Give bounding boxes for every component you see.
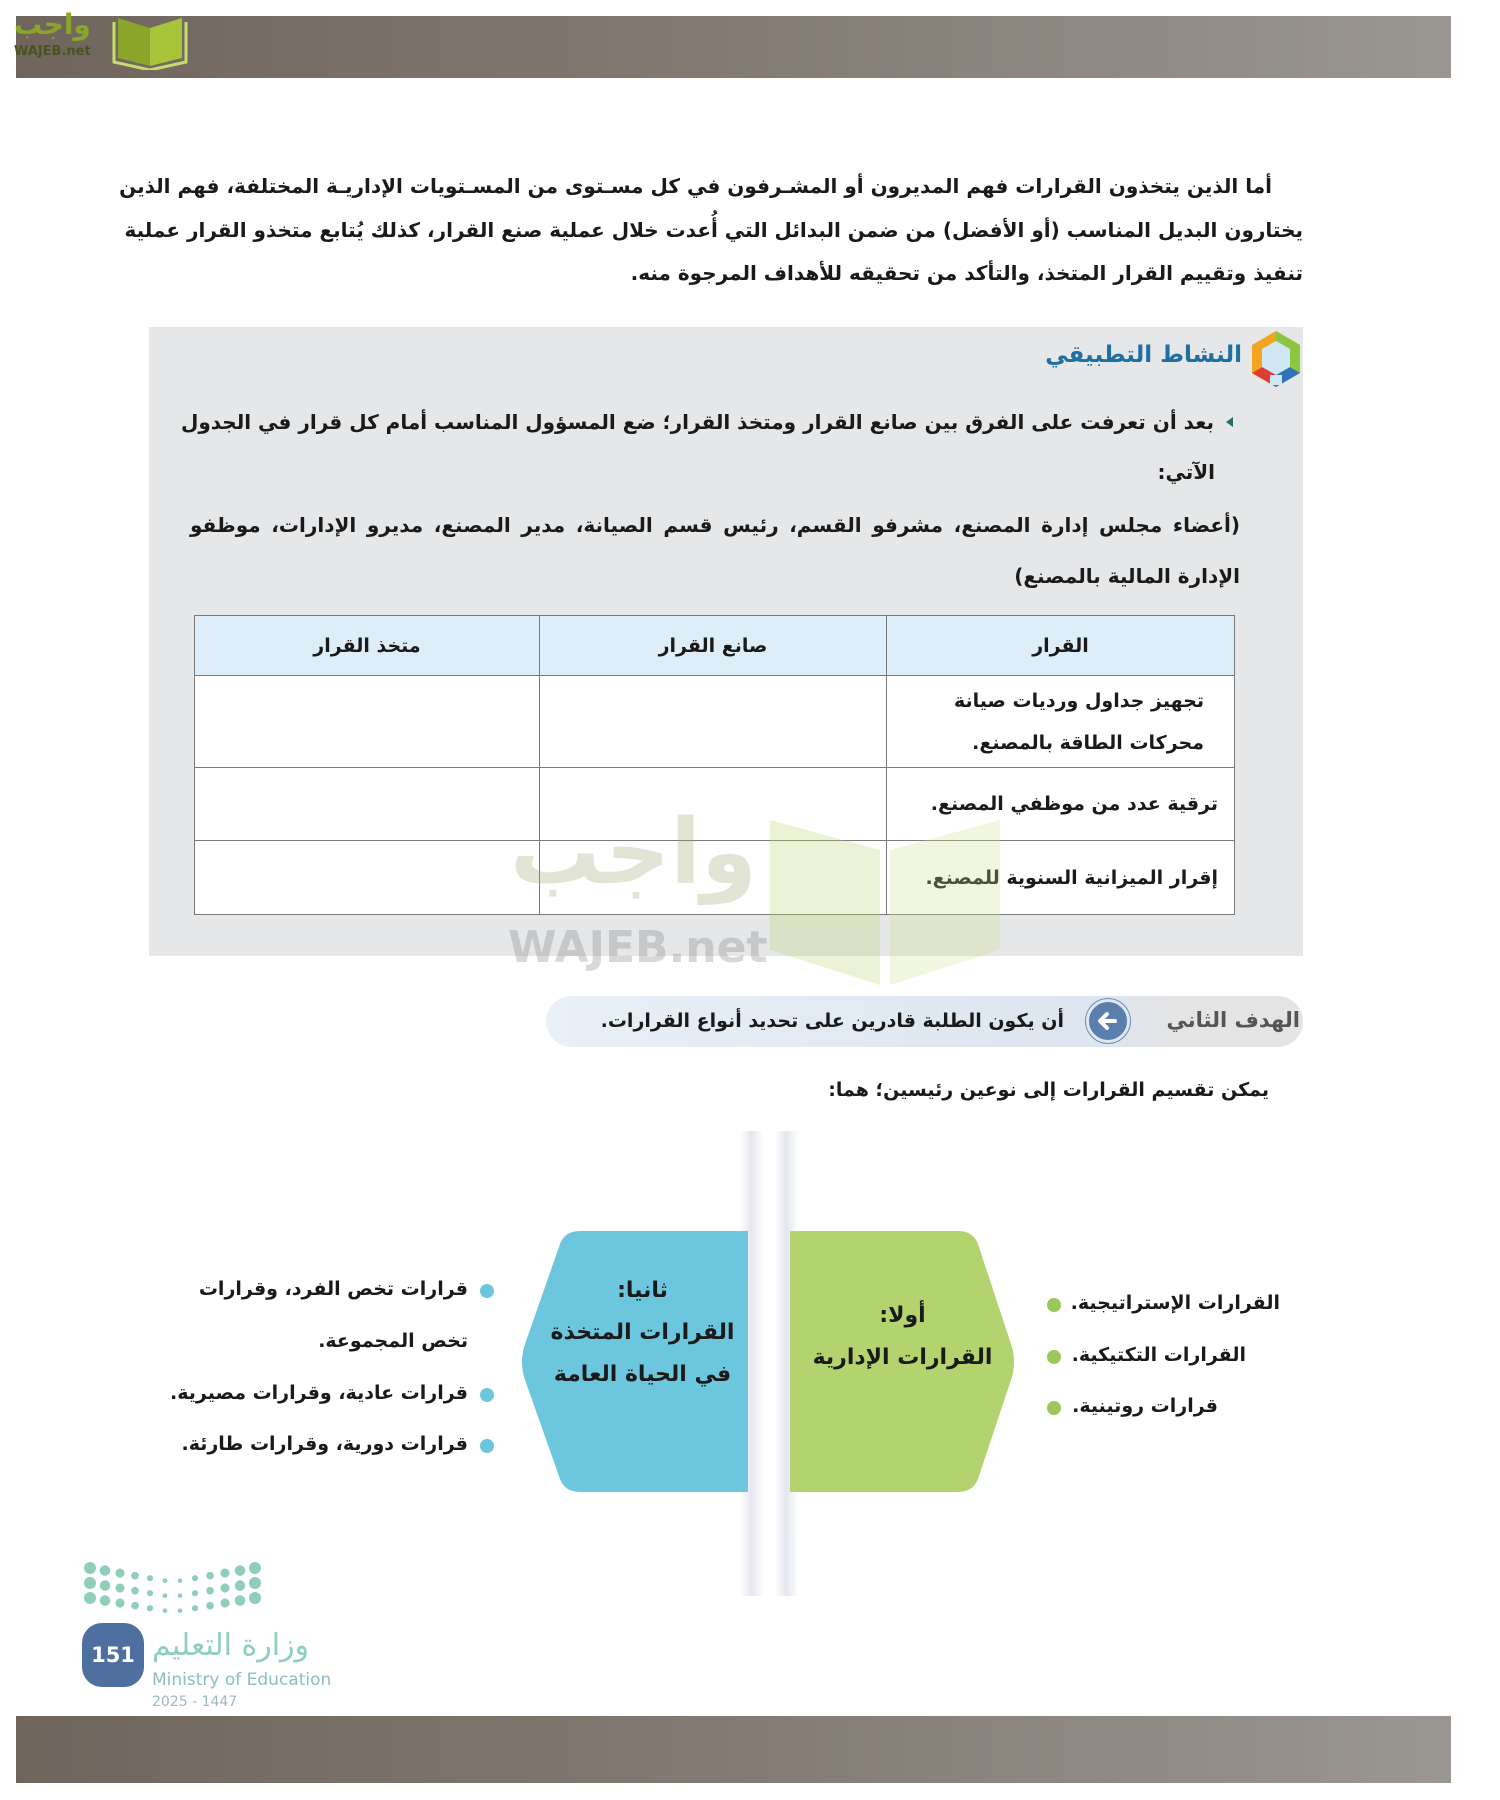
logo-dot xyxy=(206,1602,214,1610)
bullet-icon xyxy=(480,1284,494,1298)
decision-table xyxy=(194,615,1235,915)
watermark-sub: WAJEB.net xyxy=(508,922,768,973)
logo-dot xyxy=(235,1595,246,1606)
maker-cell[interactable] xyxy=(540,676,887,768)
logo-dot xyxy=(147,1605,153,1611)
logo-dot xyxy=(163,1593,168,1598)
col-header-decision: القرار xyxy=(887,616,1235,676)
logo-dot xyxy=(220,1584,229,1593)
taker-cell[interactable] xyxy=(195,676,540,768)
watermark-text: واجب xyxy=(510,800,757,905)
taker-cell[interactable] xyxy=(195,768,540,841)
logo-dot xyxy=(249,1562,261,1574)
second-item: قرارات تخص الفرد، وقرارات xyxy=(198,1278,468,1300)
second-title-cont: في الحياة العامة xyxy=(553,1362,732,1387)
goal-label: الهدف الثاني xyxy=(1166,1008,1300,1032)
ministry-name-en: Ministry of Education xyxy=(152,1670,332,1690)
logo-dot xyxy=(115,1599,124,1608)
logo-dot xyxy=(163,1608,168,1613)
logo-sub: WAJEB.net xyxy=(14,44,91,59)
activity-title: النشاط التطبيقي xyxy=(1045,342,1242,368)
logo-dot xyxy=(249,1592,261,1604)
logo-dot xyxy=(147,1590,153,1596)
table-row xyxy=(195,768,1235,841)
paragraph-line: أما الذين يتخذون القرارات فهم المديرون أو المشـرفون في كل مسـتوى من المسـتويات الإداريـة المختلفة، فهم الذين xyxy=(119,174,1272,198)
logo-dot xyxy=(206,1572,214,1580)
page-number: 151 xyxy=(82,1623,144,1687)
maker-cell[interactable] xyxy=(540,768,887,841)
logo-dot xyxy=(100,1565,111,1576)
logo-dot xyxy=(100,1595,111,1606)
activity-instruction: بعد أن تعرفت على الفرق بين صانع القرار ومتخذ القرار؛ ضع المسؤول المناسب أمام كل قرار في الجدول xyxy=(180,410,1214,434)
col-header-maker: صانع القرار xyxy=(540,616,887,676)
table-row xyxy=(195,676,1235,768)
first-heading: أولا: xyxy=(879,1303,926,1328)
activity-instruction-cont: الآتي: xyxy=(1157,460,1215,484)
second-item: قرارات دورية، وقرارات طارئة. xyxy=(181,1433,468,1455)
col-header-taker: متخذ القرار xyxy=(195,616,540,676)
first-title: القرارات الإدارية xyxy=(812,1345,993,1370)
logo-dot xyxy=(235,1565,246,1576)
table-row xyxy=(195,841,1235,915)
logo-dot xyxy=(178,1593,183,1598)
logo-text: واجب xyxy=(14,8,91,41)
year-label: 2025 - 1447 xyxy=(152,1694,238,1710)
ministry-logo-dots xyxy=(82,1560,267,1630)
logo-dot xyxy=(131,1572,139,1580)
logo-dot xyxy=(192,1590,198,1596)
footer-bar xyxy=(16,1716,1451,1783)
bullet-arrow-icon xyxy=(1226,417,1233,427)
taker-cell[interactable] xyxy=(195,841,540,915)
logo-dot xyxy=(147,1575,153,1581)
logo-dot xyxy=(220,1599,229,1608)
logo-dot xyxy=(192,1605,198,1611)
paragraph-line: يختارون البديل المناسب (أو الأفضل) من ضمن البدائل التي أُعدت خلال عملية صنع القرار، كذلك يُتابع متخذو القرار عملية xyxy=(124,218,1303,242)
logo-dot xyxy=(178,1608,183,1613)
logo-dot xyxy=(131,1602,139,1610)
bullet-icon xyxy=(1047,1350,1061,1364)
first-type-label xyxy=(790,1295,1015,1379)
logo-dot xyxy=(206,1587,214,1595)
table-header-row xyxy=(195,616,1235,676)
ministry-name-ar: وزارة التعليم xyxy=(152,1628,310,1663)
logo-dot xyxy=(84,1592,96,1604)
first-item: قرارات روتينية. xyxy=(1072,1395,1218,1417)
paragraph-line: تنفيذ وتقييم القرار المتخذ، والتأكد من تحقيقه للأهداف المرجوة منه. xyxy=(630,261,1303,285)
logo-dot xyxy=(192,1575,198,1581)
logo-dot xyxy=(115,1569,124,1578)
wajeb-logo xyxy=(10,8,190,70)
logo-dot xyxy=(131,1587,139,1595)
activity-options-cont: الإدارة المالية بالمصنع) xyxy=(1014,564,1240,588)
decision-cell: تجهيز جداول ورديات صيانة محركات الطاقة بالمصنع. xyxy=(887,676,1235,768)
second-item: قرارات عادية، وقرارات مصيرية. xyxy=(170,1382,468,1404)
first-item: القرارات التكتيكية. xyxy=(1071,1344,1246,1366)
logo-dot xyxy=(100,1580,111,1591)
second-heading: ثانيا: xyxy=(617,1278,668,1303)
logo-dot xyxy=(84,1562,96,1574)
bullet-icon xyxy=(1047,1401,1061,1415)
first-item: القرارات الإستراتيجية. xyxy=(1070,1292,1280,1314)
bullet-icon xyxy=(480,1388,494,1402)
arrow-left-icon xyxy=(1086,999,1130,1043)
decision-cell: إقرار الميزانية السنوية للمصنع. xyxy=(887,841,1235,915)
types-intro: يمكن تقسيم القرارات إلى نوعين رئيسين؛ هما: xyxy=(828,1079,1269,1101)
logo-dot xyxy=(84,1577,96,1589)
logo-dot xyxy=(220,1569,229,1578)
decision-cell: ترقية عدد من موظفي المصنع. xyxy=(887,768,1235,841)
maker-cell[interactable] xyxy=(540,841,887,915)
second-title: القرارات المتخذة xyxy=(550,1320,735,1345)
logo-dot xyxy=(178,1578,183,1583)
header-bar xyxy=(16,16,1451,78)
second-type-label xyxy=(535,1270,750,1396)
second-item-cont: تخص المجموعة. xyxy=(318,1330,468,1352)
logo-dot xyxy=(249,1577,261,1589)
goal-text: أن يكون الطلبة قادرين على تحديد أنواع القرارات. xyxy=(600,1010,1064,1032)
lightbulb-icon xyxy=(1248,329,1304,391)
logo-dot xyxy=(163,1578,168,1583)
logo-dot xyxy=(115,1584,124,1593)
activity-options: (أعضاء مجلس إدارة المصنع، مشرفو القسم، رئيس قسم الصيانة، مدير المصنع، مديرو الإدارات، موظفو xyxy=(190,513,1240,537)
logo-dot xyxy=(235,1580,246,1591)
bullet-icon xyxy=(1047,1298,1061,1312)
bullet-icon xyxy=(480,1439,494,1453)
